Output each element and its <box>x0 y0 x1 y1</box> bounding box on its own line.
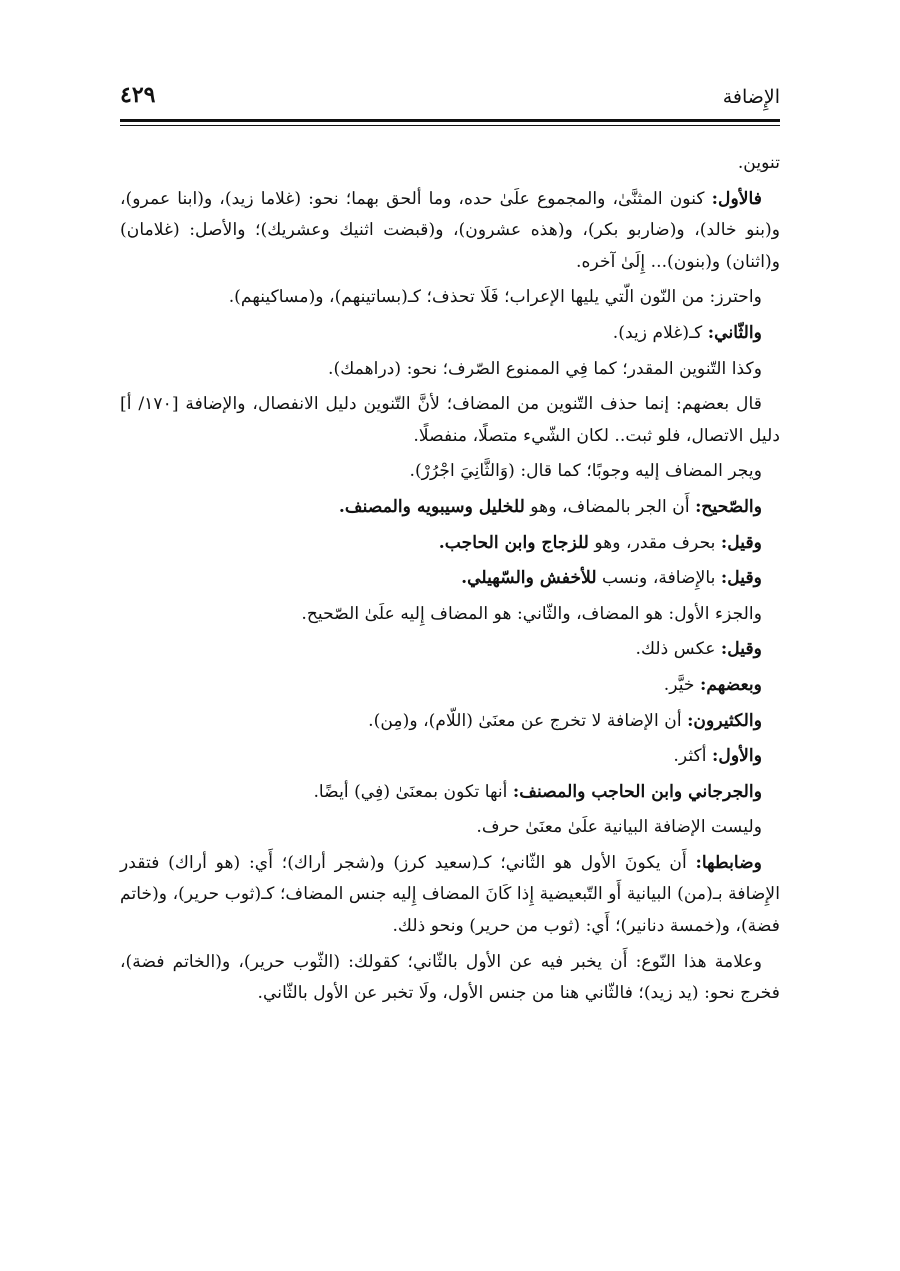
paragraph-attribution: للخليل وسيبويه والمصنف. <box>338 496 525 517</box>
paragraph-text: قال بعضهم: إنما حذف التّنوين من المضاف؛ لأنَّ التّنوين دليل الانفصال، والإضافة [١٧٠/ أ] دليل الاتصال، فلو ثبت.. لكان الشّيء متصلًا، منفصلًا. <box>120 394 780 446</box>
page-header <box>120 82 780 114</box>
paragraph-text: كنون المثنَّىٰ، والمجموع علَىٰ حده، وما ألحق بهما؛ نحو: (غلاما زيد)، و(ابنا عمرو)، و(بنو خالد)، و(ضاربو بكر)، و(هذه عشرون)، و(قبضت اثنيك وعشريك)؛ والأصل: (غلامان) و(اثنان) و(بنون)... إِلَىٰ آخره. <box>120 188 780 272</box>
paragraph <box>120 456 780 488</box>
paragraph <box>120 741 780 773</box>
paragraph-text: أن الإضافة لا تخرج عن معنَىٰ (اللّام)، و(مِن). <box>368 710 688 731</box>
paragraph <box>120 354 780 386</box>
paragraph <box>120 634 780 666</box>
paragraph-text: أنها تكون بمعنَىٰ (فِي) أيضًا. <box>313 781 513 802</box>
paragraph <box>120 947 780 1010</box>
paragraph-attribution: للأخفش والسّهيلي. <box>461 568 597 589</box>
paragraph-text: أَن يكونَ الأول هو الثّاني؛ كـ(سعيد كرز) و(شجر أراك)؛ أَي: (هو أراك) فتقدر الإِضافة بـ(من) البيانية أَو التّبعيضية إِذا كَانَ المضاف إِليه جنس المضاف؛ كـ(ثوب حرير)، و(خاتم فضة)، و(خمسة دنانير)؛ أَي: (ثوب من حرير) ونحو ذلك. <box>120 852 780 937</box>
paragraph-text: كـ(غلام زيد). <box>612 322 708 343</box>
paragraph-lead: وضابطها: <box>695 852 762 873</box>
paragraph-text: عكس ذلك. <box>635 639 721 660</box>
paragraph-lead: وقيل: <box>720 568 762 589</box>
paragraph <box>120 848 780 943</box>
header-rule-thick <box>120 119 780 122</box>
paragraph-lead: والصّحيح: <box>695 496 762 517</box>
paragraph-lead: وقيل: <box>720 639 762 660</box>
paragraph <box>120 670 780 702</box>
paragraph-text: بحرف مقدر، وهو <box>588 532 721 553</box>
paragraph-lead: والجرجاني وابن الحاجب والمصنف: <box>512 781 762 802</box>
paragraph-text: خيَّر. <box>663 674 700 695</box>
paragraph <box>120 184 780 279</box>
paragraph-text: واحترز: من النّون الّتي يليها الإعراب؛ فَلَا تحذف؛ كـ(بساتينهم)، و(مساكينهم). <box>228 287 762 308</box>
paragraph <box>120 492 780 524</box>
paragraph <box>120 282 780 314</box>
paragraph-lead: والكثيرون: <box>687 710 762 731</box>
paragraph-text: تنوين. <box>737 153 780 173</box>
paragraph-lead: وقيل: <box>720 532 762 553</box>
paragraph-lead: والثّاني: <box>707 322 762 343</box>
page-number: ٤٢٩ <box>120 82 156 108</box>
running-head-title: الإِضافة <box>722 86 780 108</box>
paragraph-text: أكثر. <box>673 746 712 767</box>
paragraph-lead: وبعضهم: <box>700 674 762 695</box>
paragraph <box>120 563 780 595</box>
paragraph-text: وليست الإضافة البيانية علَىٰ معنَىٰ حرف. <box>476 817 762 838</box>
paragraph-lead: والأول: <box>711 746 762 767</box>
paragraph <box>120 528 780 560</box>
header-rule-thin <box>120 125 780 126</box>
paragraph <box>120 706 780 738</box>
paragraph-text: أَن الجر بالمضاف، وهو <box>524 496 696 517</box>
paragraph-lead: فالأول: <box>711 188 762 209</box>
paragraph-text: والجزء الأول: هو المضاف، والثّاني: هو المضاف إِليه علَىٰ الصّحيح. <box>301 603 762 624</box>
paragraph <box>120 777 780 809</box>
paragraph <box>120 389 780 452</box>
paragraph-text: ويجر المضاف إليه وجوبًا؛ كما قال: (وَالثَّانِيَ اجْرُرْ). <box>409 461 762 482</box>
paragraph-attribution: للزجاج وابن الحاجب. <box>438 532 589 553</box>
paragraph <box>120 599 780 631</box>
paragraph-text: بالإِضافة، ونسب <box>596 568 721 589</box>
paragraph <box>120 148 780 180</box>
paragraph-text: وعلامة هذا النّوع: أَن يخبر فيه عن الأول بالثّاني؛ كقولك: (الثّوب حرير)، و(الخاتم فضة)، فخرج نحو: (يد زيد)؛ فالثّاني هنا من جنس الأول، ولَا تخبر عن الأول بالثّاني. <box>120 951 780 1004</box>
paragraph <box>120 318 780 350</box>
paragraph <box>120 812 780 844</box>
paragraph-text: وكذا التّنوين المقدر؛ كما فِي الممنوع الصّرف؛ نحو: (دراهمك). <box>328 358 762 379</box>
page-body <box>120 148 780 1014</box>
